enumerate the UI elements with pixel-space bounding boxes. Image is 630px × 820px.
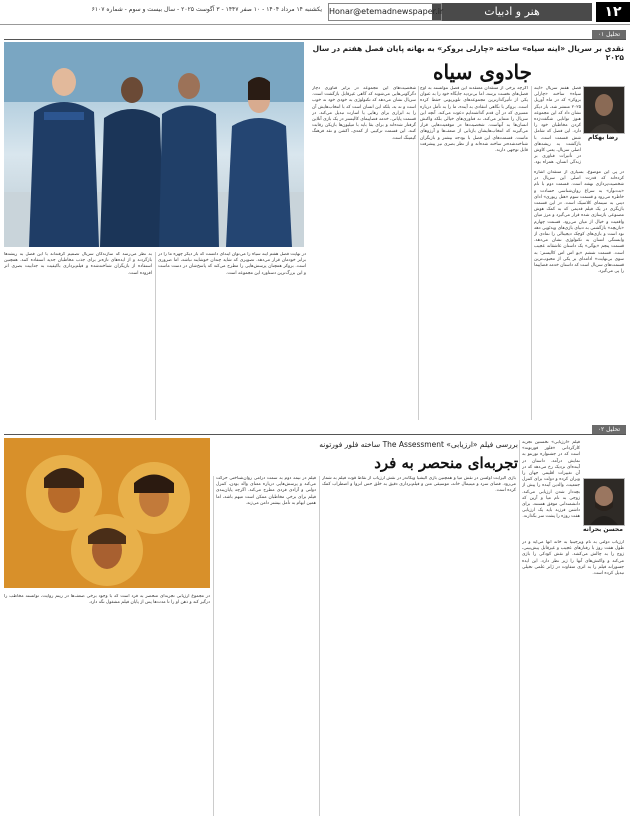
article1-col-rule-1 xyxy=(418,86,419,420)
article1-subtitle: نقدی بر سریال «اینه سیاه» ساخته «چارلی بروکر» به بهانه پایان فصل هفتم در سال ۲۰۲۵ xyxy=(312,44,624,62)
article2-author: محسن بحرانه xyxy=(583,526,623,533)
article2-column-1: فیلم «ارزیابی» نخستین تجربه کارگردانی «فلور فورتونه» است که در جشنواره تورنتو به نمایش درآمد. داستان در آینده‌ای نزدیک رخ می‌دهد که در آن تغییرات اقلیمی جهان را ویران کرده و دولت برای کنترل جمعیت، والدین آینده را پیش از بچه‌دار شدن ارزیابی می‌کند. زوجی به نام میا و آرین که دانشمندانی موفق هستند، برای داشتن فرزند باید یک ارزیابی هفت روزه را پشت سر بگذارند. xyxy=(522,440,580,520)
article2-tag: تحلیل ۰۲ xyxy=(592,425,626,434)
article2-title: تجربه‌ای منحصر به فرد xyxy=(374,454,518,472)
article2-column-5: در مجموع ارزیابی تجربه‌ای منحصر به فرد است که با وجود برخی ضعف‌ها در ریتم روایت، توانسته مخاطب را درگیر کند و ذهن او را تا مدت‌ها پس از پایان فیلم مشغول نگه دارد. xyxy=(4,594,210,606)
article2-top-rule xyxy=(4,434,626,435)
article1-col-rule-2 xyxy=(531,86,532,420)
assessment-poster-illustration xyxy=(4,438,210,588)
article2-author-photo xyxy=(583,478,625,526)
cast-photo-illustration xyxy=(4,42,304,247)
page-number: ۱۲ xyxy=(596,2,630,22)
article2-col-rule-1 xyxy=(319,476,320,816)
article2-column-3: بازی الیزابت اولسن در نقش میا و همچنین بازی الیشیا ویکاندر در نقش ارزیاب از نقاط قوت فیلم به شمار می‌رود. فضای سرد و مینیمال خانه، موسیقی متن و فیلم‌برداری دقیق به خلق حس انزوا و اضطراب کمک کرده است. xyxy=(322,476,516,494)
page-header xyxy=(0,0,630,25)
article2-column-4: فیلم در نیمه دوم به سمت درامی روان‌شناختی حرکت می‌کند و پرسش‌هایی درباره معنای والد بودن، کنترل دولتی و آزادی فردی مطرح می‌کند. اگرچه پایان‌بندی فیلم برای برخی مخاطبان ممکن است مبهم باشد، اما همین ابهام به تأمل بیشتر دامن می‌زند. xyxy=(216,476,316,506)
article1-column-2: در پی این موضوع، بسیاری از منتقدان اشاره کرده‌اند که قدرت اصلی این سریال در شخصیت‌پردازی نهفته است. قسمت دوم با نام «بت‌نوآر» به سراغ روان‌شناسی حسادت و خاطره می‌رود و قسمت سوم «هتل ریوری» ادای دینی به سینمای کلاسیک است. در این قسمت بازیگری در یک فیلم قدیمی که به کمک هوش مصنوعی بازسازی شده قرار می‌گیرد و مرز میان واقعیت و خیال از میان می‌رود. قسمت چهارم «بازیچه» بازگشتی به دنیای بازی‌های ویدئویی دهه نود است و بازی‌های کوچک دیجیتالی را نمادی از وابستگی انسان به تکنولوژی نشان می‌دهد. قسمت پنجم «یوگی» یک داستان عاشقانه عجیب است. قسمت ششم «یو اس اس کالیستر: به سوی بی‌نهایت» ادامه‌ای بر یکی از محبوب‌ترین قسمت‌های سریال است که داستان خدمه فضاپیما را پی می‌گیرد. xyxy=(534,170,624,275)
article2-column-2: ارزیاب دولتی به نام ویرجینیا به خانه آنها می‌آید و در طول هفت روز با رفتارهای عجیب و غیرقابل پیش‌بینی، زوج را به چالش می‌کشد. او نقش کودکی را بازی می‌کند و واکنش‌های آنها را زیر نظر دارد. این ایده جسورانه فیلم را به اثری متفاوت در ژانر علمی تخیلی تبدیل کرده است. xyxy=(522,540,624,577)
article1-column-3: اگرچه برخی از منتقدان معتقدند این فصل نتوانسته به اوج فصل‌های نخست برسد، اما بی‌تردید جایگاه خود را به عنوان یکی از تأثیرگذارترین مجموعه‌های تلویزیونی حفظ کرده است. بروکر با نگاهی انتقادی به آینده، ما را به تأمل درباره مسیری که در آن قدم گذاشته‌ایم دعوت می‌کند. آنچه این سریال را متمایز می‌کند، نه فناوری‌های خیالی بلکه واکنش انسان‌ها به آنهاست. شخصیت‌ها در موقعیت‌هایی قرار می‌گیرند که انتخاب‌هایشان بازتابی از ضعف‌ها و آرزوهای ماست. قسمت‌های این فصل با بودجه بیشتر و بازیگران شناخته‌شده‌تر ساخته شده‌اند و از نظر بصری نیز پیشرفت قابل توجهی دارند. xyxy=(420,86,528,154)
article2-photo xyxy=(4,438,210,588)
article1-author: رضا بهکام xyxy=(588,134,618,141)
article1-column-1: فصل هفتم سریال «آینه سیاه» ساخته «چارلی بروکر» که در ماه آوریل ۲۰۲۵ منتشر شد، بار دیگر نشان داد که این مجموعه هنوز توانایی شگفت‌زده کردن مخاطبان خود را دارد. این فصل که شامل شش قسمت است، با بازگشت به ریشه‌های اصلی سریال، یعنی کاوش در تأثیرات فناوری بر زندگی انسان، همراه بود. xyxy=(534,86,581,166)
article1-author-photo xyxy=(583,86,625,134)
article1-col-rule-3 xyxy=(155,252,156,420)
article1-title: جادوی سیاه xyxy=(432,60,532,84)
dateline: یکشنبه ۱۴ مرداد ۱۴۰۴ - ۱۰ صفر ۱۴۴۷ - ۳ آگوست ۲۰۲۵ - سال بیست و سوم - شماره ۶۱۰۷ xyxy=(91,6,322,13)
article2-subtitle: بررسی فیلم «ارزیابی» The Assessment ساخته فلور فورتونه xyxy=(319,440,518,449)
article2-col-rule-2 xyxy=(519,440,520,816)
section-email: Honar@etemadnewspaper.ir xyxy=(328,3,442,21)
section-title: هنر و ادبیات xyxy=(432,3,592,21)
article1-column-4: شخصیت‌های این مجموعه در برابر فناوری دچار دگرگونی‌هایی می‌شوند که گاهی غیرقابل بازگشت است. سریال نشان می‌دهد که تکنولوژی به خودی خود نه خوب است و نه بد، بلکه این انسان است که با انتخاب‌هایش آن را به ابزاری برای رهایی یا اسارت تبدیل می‌کند. در قسمت پایانی، خدمه فضاپیمای کالیستر در یک بازی آنلاین گرفتار شده‌اند و برای بقا باید با میلیون‌ها بازیکن رقابت کنند. این قسمت ترکیبی از کمدی، اکشن و نقد فرهنگ گیمینگ است. xyxy=(312,86,416,141)
article1-photo xyxy=(4,42,304,247)
article1-top-rule xyxy=(4,39,626,40)
article1-column-5: در نهایت فصل هفتم آینه سیاه را می‌توان آینه‌ای دانست که بار دیگر چهره ما را در برابر خودمان قرار می‌دهد. تصویری که شاید چندان خوشایند نباشد، اما ضروری است. بروکر همچنان پرسش‌هایی را مطرح می‌کند که پاسخ‌شان در دست ماست و این بزرگ‌ترین دستاورد این مجموعه است. xyxy=(158,252,306,276)
article2-col-rule-3 xyxy=(213,476,214,816)
article1-tag: تحلیل ۰۱ xyxy=(592,30,626,39)
article1-column-6: به نظر می‌رسد که سازندگان سریال تصمیم گرفته‌اند با این فصل به ریشه‌ها بازگردند و از ایده‌های تازه‌تر برای جذب مخاطبان جدید استفاده کنند. همچنین استفاده از بازیگران شناخته‌شده و فیلم‌برداری باکیفیت به جذابیت بصری اثر افزوده است. xyxy=(4,252,152,276)
